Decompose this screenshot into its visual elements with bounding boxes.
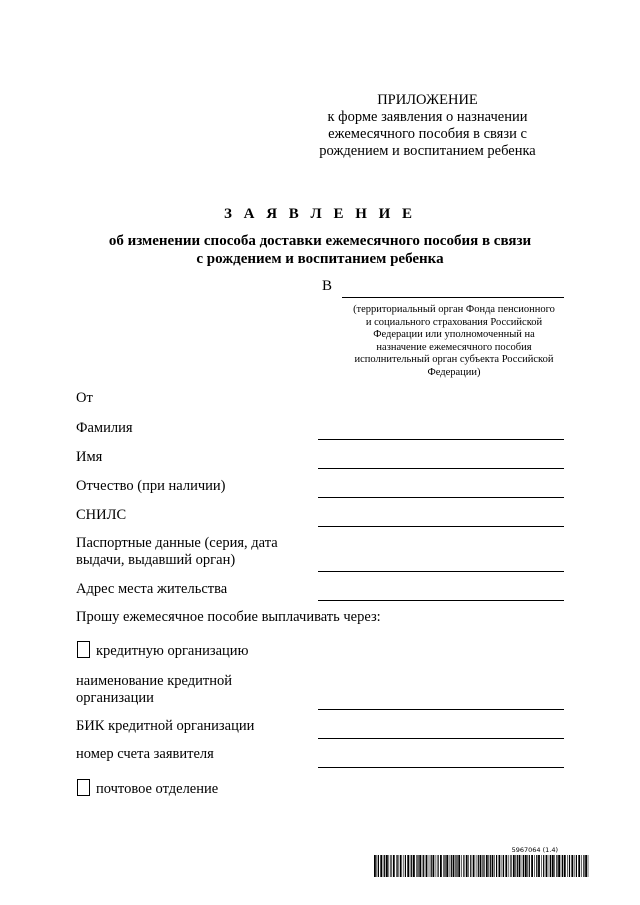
credit-org-name-label bbox=[76, 673, 232, 707]
credit-org-option-label: кредитную организацию bbox=[96, 643, 249, 659]
subtitle-line: с рождением и воспитанием ребенка bbox=[196, 251, 444, 267]
hint-line: Федерации или уполномоченный на bbox=[373, 329, 535, 340]
recipient-field-line[interactable] bbox=[342, 297, 564, 298]
patronymic-label: Отчество (при наличии) bbox=[76, 478, 226, 494]
hint-line: Федерации) bbox=[427, 366, 481, 378]
document-subtitle bbox=[60, 232, 580, 268]
passport-field-line[interactable] bbox=[318, 571, 564, 572]
credit-org-name-line: наименование кредитной bbox=[76, 673, 233, 689]
surname-field-line[interactable] bbox=[318, 439, 564, 440]
barcode-number: 5967064 (1.4) bbox=[511, 846, 558, 854]
hint-line: (территориальный орган Фонда пенсионного bbox=[353, 304, 555, 315]
address-label: Адрес места жительства bbox=[76, 581, 228, 597]
name-field-line[interactable] bbox=[318, 468, 564, 469]
appendix-line: к форме заявления о назначении bbox=[327, 109, 528, 125]
bik-label: БИК кредитной организации bbox=[76, 718, 255, 734]
subtitle-line: об изменении способа доставки ежемесячного пособия в связи bbox=[108, 233, 532, 249]
from-label: От bbox=[76, 390, 93, 406]
passport-label-line: Паспортные данные (серия, дата bbox=[76, 535, 278, 551]
account-label: номер счета заявителя bbox=[76, 746, 214, 762]
barcode-image bbox=[374, 855, 590, 877]
appendix-title: ПРИЛОЖЕНИЕ bbox=[377, 92, 478, 108]
appendix-header bbox=[300, 92, 555, 160]
hint-line: исполнительный орган субъекта Российской bbox=[354, 354, 554, 365]
credit-org-name-field-line[interactable] bbox=[318, 709, 564, 710]
name-label: Имя bbox=[76, 449, 103, 465]
post-office-option-label: почтовое отделение bbox=[96, 781, 219, 797]
passport-label bbox=[76, 535, 278, 569]
surname-label: Фамилия bbox=[76, 420, 133, 436]
document-title: З А Я В Л Е Н И Е bbox=[223, 206, 417, 222]
appendix-line: ежемесячного пособия в связи с bbox=[328, 126, 527, 142]
recipient-prefix: В bbox=[322, 278, 333, 294]
snils-field-line[interactable] bbox=[318, 526, 564, 527]
hint-line: назначение ежемесячного пособия bbox=[376, 341, 532, 353]
recipient-hint bbox=[340, 304, 568, 379]
request-text: Прошу ежемесячное пособие выплачивать через: bbox=[76, 609, 381, 625]
post-office-checkbox[interactable] bbox=[77, 779, 90, 796]
credit-org-name-line: организации bbox=[76, 690, 154, 706]
bik-field-line[interactable] bbox=[318, 738, 564, 739]
passport-label-line: выдачи, выдавший орган) bbox=[76, 552, 236, 568]
snils-label: СНИЛС bbox=[76, 507, 127, 523]
account-field-line[interactable] bbox=[318, 767, 564, 768]
credit-org-checkbox[interactable] bbox=[77, 641, 90, 658]
address-field-line[interactable] bbox=[318, 600, 564, 601]
hint-line: и социального страхования Российской bbox=[365, 316, 543, 328]
patronymic-field-line[interactable] bbox=[318, 497, 564, 498]
appendix-line: рождением и воспитанием ребенка bbox=[319, 143, 536, 159]
